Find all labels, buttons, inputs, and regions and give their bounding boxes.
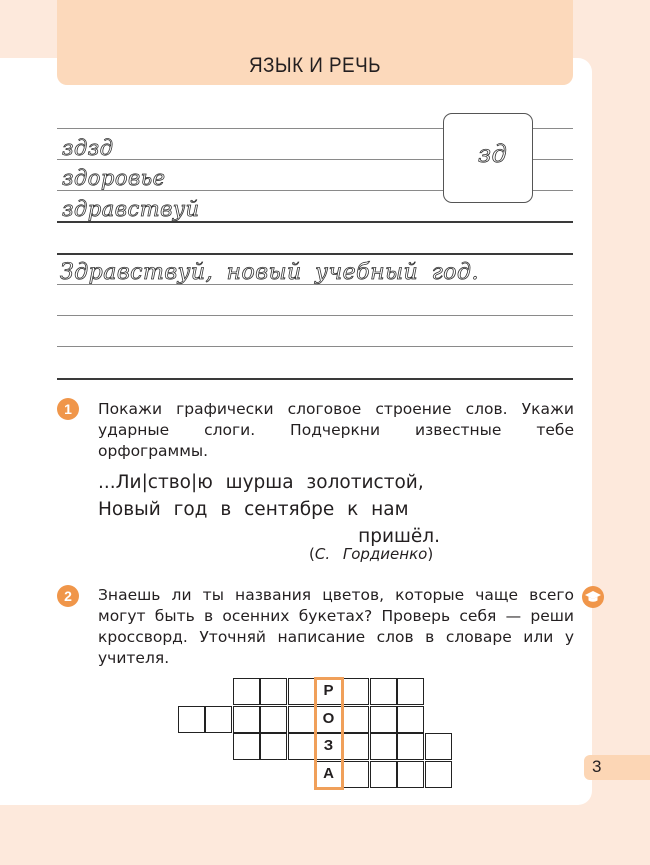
crossword-cell[interactable] [288,706,315,733]
section-title: ЯЗЫК И РЕЧЬ [248,54,382,77]
crossword-cell[interactable] [233,733,260,760]
author-name: С. Гордиенко [314,545,428,563]
ruled-line [57,253,573,255]
crossword-key-cell[interactable]: О [315,706,342,733]
crossword-cell[interactable] [397,678,424,705]
copybook-line-2: здоровье [62,166,166,190]
crossword-cell[interactable] [288,733,315,760]
task-1-text: Покажи графически слоговое строение слов. Укажи ударные слоги. Подчеркни известные тебе орфограммы. [98,400,574,460]
poem-line-3: пришёл. [358,526,440,547]
poem [98,469,440,550]
crossword-cell[interactable] [260,706,287,733]
crossword-key-cell[interactable]: А [315,761,342,788]
poem-line-1: ...Ли|ство|ю шурша золотистой, [98,472,424,493]
letter-sample: зд [478,140,508,168]
crossword-cell[interactable] [260,733,287,760]
ruled-line [57,378,573,380]
crossword-cell[interactable] [178,706,205,733]
crossword-key-cell[interactable]: З [315,733,342,760]
poem-author: (С. Гордиенко) [309,545,434,563]
crossword-cell[interactable] [397,706,424,733]
crossword-cell[interactable] [397,733,424,760]
crossword-cell[interactable] [233,678,260,705]
crossword-cell[interactable] [233,706,260,733]
ruled-line [57,221,573,223]
crossword-key-cell[interactable]: Р [315,678,342,705]
crossword-cell[interactable] [370,706,397,733]
ruled-line [57,315,573,316]
crossword-cell[interactable] [370,761,397,788]
copybook-line-1: здзд [62,136,114,160]
page-number-tab [584,755,650,780]
task-1-number-badge: 1 [57,398,79,420]
task-2-number-badge: 2 [57,585,79,607]
copybook-line-3: здравствуй [62,197,200,221]
crossword-cell[interactable] [205,706,232,733]
crossword-cell[interactable] [342,761,369,788]
crossword-cell[interactable] [425,761,452,788]
crossword-cell[interactable] [370,733,397,760]
crossword-cell[interactable] [342,733,369,760]
poem-line-2: Новый год в сентябре к нам [98,499,409,520]
copybook-line-4: Здравствуй, новый учебный год. [60,260,479,285]
graduation-cap-icon [582,586,604,608]
task-2-text: Знаешь ли ты названия цветов, которые чаще всего могут быть в осенних букетах? Проверь себя — реши кроссворд. Уточняй написание слов в словаре или у учителя. [98,586,574,667]
section-header [57,0,573,85]
crossword-cell[interactable] [425,733,452,760]
crossword-cell[interactable] [260,678,287,705]
crossword-cell[interactable] [342,706,369,733]
crossword-cell[interactable] [397,761,424,788]
crossword-cell[interactable] [288,678,315,705]
crossword-cell[interactable] [370,678,397,705]
crossword-cell[interactable] [342,678,369,705]
ruled-line [57,346,573,347]
page-number: 3 [592,757,602,776]
